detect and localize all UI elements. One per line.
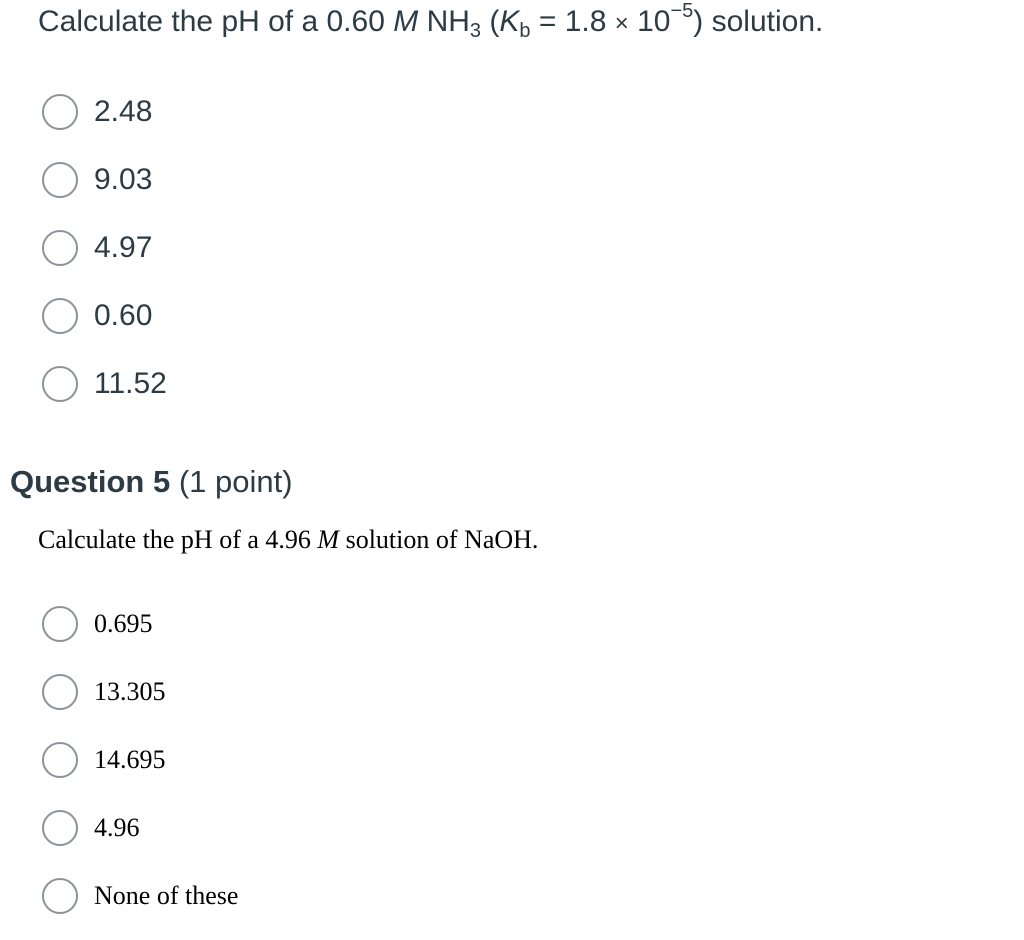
- q4-option-3[interactable]: [42, 228, 152, 268]
- option-label: 4.97: [94, 231, 153, 264]
- radio-button-icon[interactable]: [42, 298, 78, 334]
- constant-value: = 1.8: [530, 5, 615, 38]
- option-label: None of these: [94, 881, 239, 910]
- molarity-unit: M: [393, 5, 419, 38]
- q4-option-5[interactable]: [42, 364, 167, 404]
- radio-button-icon[interactable]: [42, 162, 78, 198]
- prompt-end: solution of NaOH.: [339, 525, 539, 554]
- compound-subscript: 3: [469, 20, 482, 42]
- constant-subscript: b: [519, 20, 531, 42]
- q4-option-1[interactable]: [42, 92, 152, 132]
- option-label: 11.52: [94, 367, 167, 400]
- q4-option-2[interactable]: [42, 160, 152, 200]
- times-sign: ×: [614, 10, 629, 37]
- option-label: 0.60: [94, 299, 153, 332]
- radio-button-icon[interactable]: [42, 878, 78, 914]
- molarity-unit: M: [317, 525, 340, 554]
- question-4-prompt: [38, 2, 823, 44]
- q5-option-2[interactable]: [42, 672, 166, 712]
- radio-button-icon[interactable]: [42, 94, 78, 130]
- prompt-end: ) solution.: [693, 5, 824, 38]
- base-ten: 10: [628, 5, 671, 38]
- question-5-prompt: [38, 522, 538, 558]
- radio-button-icon[interactable]: [42, 230, 78, 266]
- compound-name: NH: [418, 5, 470, 38]
- question-points: (1 point): [170, 464, 293, 499]
- radio-button-icon[interactable]: [42, 742, 78, 778]
- q5-option-3[interactable]: [42, 740, 166, 780]
- option-label: 14.695: [94, 745, 166, 774]
- q5-option-5[interactable]: [42, 876, 238, 916]
- question-title: Question 5: [10, 464, 171, 499]
- paren-open: (: [481, 5, 500, 38]
- exponent: −5: [670, 0, 694, 22]
- option-label: 2.48: [94, 95, 153, 128]
- option-label: 0.695: [94, 609, 153, 638]
- prompt-text: Calculate the pH of a 4.96: [38, 525, 318, 554]
- q5-option-4[interactable]: [42, 808, 140, 848]
- q5-option-1[interactable]: [42, 604, 153, 644]
- option-label: 13.305: [94, 677, 166, 706]
- option-label: 4.96: [94, 813, 140, 842]
- option-label: 9.03: [94, 163, 153, 196]
- q4-option-4[interactable]: [42, 296, 152, 336]
- radio-button-icon[interactable]: [42, 810, 78, 846]
- question-5-heading: [10, 462, 293, 502]
- radio-button-icon[interactable]: [42, 366, 78, 402]
- constant-symbol: K: [499, 5, 520, 38]
- radio-button-icon[interactable]: [42, 606, 78, 642]
- prompt-text: Calculate the pH of a 0.60: [38, 5, 394, 38]
- radio-button-icon[interactable]: [42, 674, 78, 710]
